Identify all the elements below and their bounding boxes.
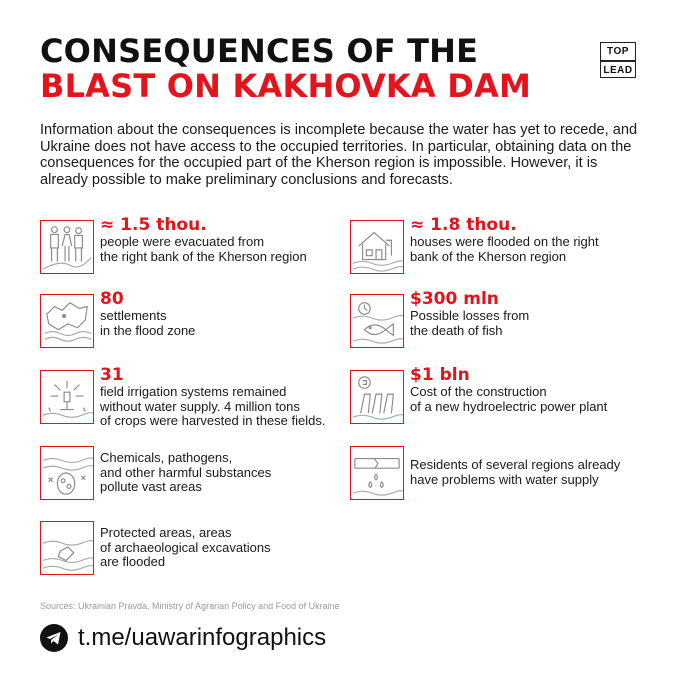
evacuated-value: ≈ 1.5 thou. xyxy=(100,215,207,235)
irrigation-text: field irrigation systems remained without water supply. 4 million tons of crops were harvested in these fields. xyxy=(100,384,326,428)
top-lead-logo xyxy=(600,42,636,78)
houses-text: houses were flooded on the right bank of the Kherson region xyxy=(410,234,599,264)
flooded-artifact-icon xyxy=(40,521,94,575)
settlements-value: 80 xyxy=(100,289,124,309)
evacuated-text: people were evacuated from the right bank of the Kherson region xyxy=(100,234,307,264)
pollution-icon xyxy=(40,446,94,500)
pollution-text: Chemicals, pathogens, and other harmful substances pollute vast areas xyxy=(100,450,272,494)
logo-top-text: TOP xyxy=(607,46,629,57)
dead-fish-icon xyxy=(350,294,404,348)
houses-value: ≈ 1.8 thou. xyxy=(410,215,517,235)
title-line-1: CONSEQUENCES OF THE xyxy=(40,32,479,70)
title-line-2: BLAST ON KAKHOVKA DAM xyxy=(40,67,532,105)
intro-paragraph: Information about the consequences is incomplete because the water has yet to recede, and Ukraine does not have access to the occupied territories. In particular, obtaining data on the consequences for the occupied part of the Kherson region is impossible. However, it is already possible to make preliminary conclusions and forecasts. xyxy=(40,122,638,188)
evacuated-people-icon xyxy=(40,220,94,274)
logo-divider xyxy=(601,60,635,62)
fish-value: $300 mln xyxy=(410,289,499,309)
fish-text: Possible losses from the death of fish xyxy=(410,308,530,338)
water-supply-text: Residents of several regions already have problems with water supply xyxy=(410,457,621,487)
flooded-map-icon xyxy=(40,294,94,348)
settlements-text: settlements in the flood zone xyxy=(100,308,196,338)
irrigation-value: 31 xyxy=(100,365,124,385)
flooded-house-icon xyxy=(350,220,404,274)
hydro-plant-icon xyxy=(350,370,404,424)
power-plant-text: Cost of the construction of a new hydroelectric power plant xyxy=(410,384,608,414)
telegram-link-text[interactable]: t.me/uawarinfographics xyxy=(78,624,327,651)
sources-note: Sources: Ukrainian Pravda, Ministry of Agrarian Policy and Food of Ukraine xyxy=(40,601,340,611)
irrigation-sprinkler-icon xyxy=(40,370,94,424)
logo-bottom-text: LEAD xyxy=(603,64,633,76)
power-plant-value: $1 bln xyxy=(410,365,470,385)
telegram-icon xyxy=(40,624,68,652)
broken-pipe-icon xyxy=(350,446,404,500)
page-title xyxy=(40,34,600,104)
protected-areas-text: Protected areas, areas of archaeological excavations are flooded xyxy=(100,525,271,569)
